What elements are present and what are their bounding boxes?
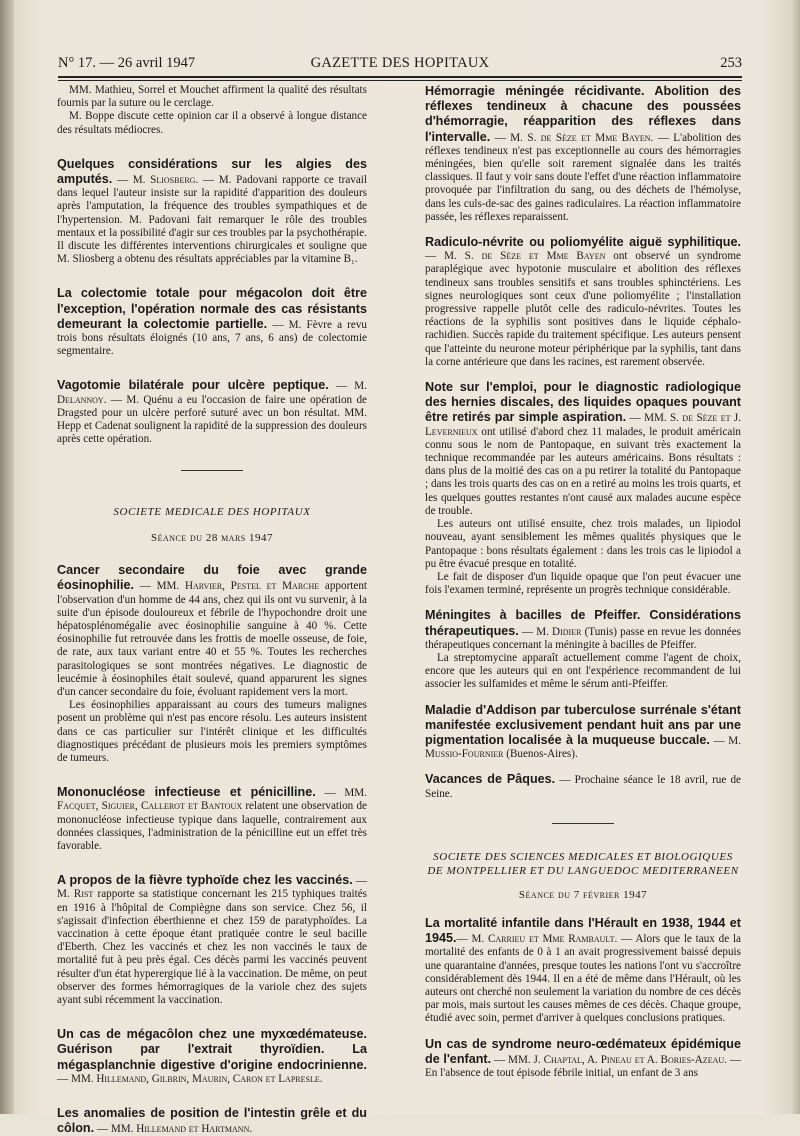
section-divider <box>181 470 243 471</box>
dash: — <box>490 131 511 144</box>
right-column <box>425 84 741 1080</box>
article-author: M. Didier <box>536 625 582 638</box>
society-name: SOCIETE MEDICALE DES HOPITAUX <box>113 506 311 519</box>
article <box>57 873 367 1007</box>
article-title: Quelques considérations sur les algies des amputés. <box>57 156 367 187</box>
article-title: La colectomie totale pour mégacolon doit être l'exception, l'opération normale des cas résistants demeurant la colectomie partielle. <box>57 286 367 331</box>
article-title: Note sur l'emploi, pour le diagnostic radiologique des hernies discales, des liquides opaques pouvant être retirés par simple aspiration. <box>425 380 741 425</box>
article-text: — Alors que le taux de la mortalité des enfants de 0 à 1 an avait progressivement baissé depuis une quarantaine d'années, presque toutes les nations l'ont vu s'accroître considérablement dès 1944. Il en a été de même dans l'Hérault, où les auteurs ont cherché non seulement la variation du nombre de ces décès par mois, mais surtout les causes mêmes de ces décès. Chaque groupe, étudié avec soin, permet d'arriver à quelques conclusions pratiques. <box>425 933 741 1025</box>
section-divider <box>552 823 614 824</box>
page-edge <box>792 0 800 1114</box>
dash: — <box>133 580 157 593</box>
dash: — <box>491 1053 509 1066</box>
article-author: MM. Hillemand et Hartmann. <box>110 1123 253 1136</box>
issue-date: N° 17. — 26 avril 1947 <box>58 55 196 71</box>
article-text: — M. Quénu a eu l'occasion de faire une opération de Dragsted pour un ulcère perforé suturé avec un bon résultat. MM. Hepp et Cadenat soulignent la rapidité de la suppression des douleurs après cette opération. <box>57 393 367 446</box>
article-text: (Tunis) passe en revue les données thérapeutiques concernant la méningite à bacilles de Pfeiffer. <box>425 625 741 651</box>
article-title: Radiculo-névrite ou poliomyélite aiguë syphilitique. <box>425 235 741 250</box>
article-title: A propos de la fièvre typhoïde chez les vaccinés. <box>57 873 353 888</box>
dash: — <box>352 875 367 888</box>
header-rule <box>58 76 742 81</box>
binding-shadow <box>0 0 14 1114</box>
article <box>57 785 367 853</box>
article-text: relatent une observation de mononucléose infectieuse typique dans laquelle, contrairement aux données classiques, l'administration de la pénicilline eut un effet très favorable. <box>57 800 367 853</box>
article <box>425 772 741 800</box>
dash: — <box>456 933 472 946</box>
article-text: — M. Padovani rapporte ce travail dans lequel l'auteur insiste sur la rapidité d'apparition des douleurs après l'amputation, la fréquence des troubles sympathiques et de l'hypertension. M. Padovani fait remarquer le rôle des troubles mentaux et la possibilité d'agir sur ces troubles par la psychothérapie. Il discute les différentes interventions chirurgicales et souligne que M. Sliosberg a obtenu des résultats appréciables par la vitamine B₁. <box>57 174 367 266</box>
dash: — <box>425 250 445 263</box>
article-title: La mortalité infantile dans l'Hérault en 1938, 1944 et 1945. <box>425 915 741 946</box>
article-author: MM. Facquet, Siguier, Callerot et Bantoux <box>57 787 367 813</box>
article <box>57 1106 367 1136</box>
article-title: Mononucléose infectieuse et pénicilline. <box>57 785 316 800</box>
article-title: Les anomalies de position de l'intestin grêle et du côlon. <box>57 1106 367 1136</box>
session-date: Séance du 28 mars 1947 <box>150 531 273 544</box>
dash: — <box>57 1072 71 1085</box>
article <box>425 84 741 224</box>
running-header <box>58 55 742 75</box>
article-title: Méningites à bacilles de Pfeiffer. Considérations thérapeutiques. <box>425 608 741 638</box>
page-number: 253 <box>720 55 742 71</box>
article-author: M. Delannoy. <box>57 380 367 406</box>
article-text: ont utilisé d'abord chez 11 malades, le produit américain connu sous le nom de Pantopaque, en suivant très exactement la technique recommandée par les auteurs américains. Bons résultats : dans plus de la moitié des cas on a pu retirer la totalité du Pantopaque ; dans les trois quarts des cas on en a retiré au moins les trois quarts, et les quelques gouttes restantes n'ont causé aux malades aucune espèce de trouble. <box>425 425 741 517</box>
article-author: M. S. de Sèze et Mme Bayen <box>444 250 606 263</box>
dash: — <box>94 1123 111 1136</box>
dash: — <box>112 174 133 187</box>
article-author: MM. Hillemand, Gilbrin, Maurin, Caron et Lapresle. <box>70 1072 323 1085</box>
article-title: Vacances de Pâques. <box>425 772 556 787</box>
dash: — <box>315 787 345 800</box>
article-author: M. S. de Sèze et Mme Bayen. <box>510 131 654 144</box>
article-text: — Prochaine séance le 18 avril, rue de Seine. <box>425 774 741 800</box>
article-text: — M. Fèvre a revu trois bons résultats éloignés (10 ans, 7 ans, 6 ans) de colectomie segmentaire. <box>57 318 367 358</box>
article-author: M. Mussio-Fournier <box>425 734 741 761</box>
paragraph: M. Boppe discute cette opinion car il a observé à longue distance des résultats médiocres. <box>57 110 367 136</box>
article-author: MM. Harvier, Pestel et Marche <box>156 580 320 593</box>
paragraph: MM. Mathieu, Sorrel et Mouchet affirment la qualité des résultats fournis par la suture ou le cerclage. <box>57 84 367 110</box>
section-divider-wrap <box>425 823 741 824</box>
article <box>57 157 367 267</box>
article-text: (Buenos-Aires). <box>503 748 578 761</box>
paragraph: Le fait de disposer d'un liquide opaque que l'on peut évacuer une fois l'examen terminé, représente un progrès technique considérable. <box>425 570 741 597</box>
dash: — <box>709 734 729 747</box>
article-author: MM. J. Chaptal, A. Pineau et A. Bories-Azeau. <box>508 1053 727 1066</box>
left-column <box>57 84 367 1136</box>
article-author: M. Carrieu et Mme Rambault. <box>471 933 618 946</box>
paragraph: La streptomycine apparaît actuellement comme l'agent de choix, encore que les auteurs qui en ont l'expérience recommandent de lui associer les sulfamides et même le sérum anti-Pfeiffer. <box>425 651 741 691</box>
article-text: rapporte sa statistique concernant les 215 typhiques traités en 1916 à l'hôpital de Compiègne dans son service. Chez 56, il s'agissait d'infection éberthienne et chez 159 de paratyphoïdes. La vaccination à cette époque étant pratiquée contre le seul bacille d'Eberth. Chez les vaccinés et chez les non vaccinés le taux de mortalité fut à peu près égal. Ces décès parmi les vaccinés peuvent résulter d'un état hyperergique lié à la vaccination. De même, on peut observer des formes hémorragiques de la variole chez des sujets ayant subi récemment la vaccination. <box>57 888 367 1007</box>
article-title: Vagotomie bilatérale pour ulcère peptique. <box>57 378 329 393</box>
section-divider-wrap <box>57 470 367 471</box>
dash: — <box>328 380 355 393</box>
article <box>57 563 367 765</box>
article <box>57 378 367 446</box>
article <box>425 916 741 1026</box>
paragraph: Les auteurs ont utilisé ensuite, chez trois malades, un lipiodol nouveau, ayant sensiblement les mêmes qualités physiques que le Pantopaque : bons résultats également : dans les trois cas le lipiodol a pu être évacué presque en totalité. <box>425 518 741 570</box>
article <box>425 608 741 691</box>
journal-title: GAZETTE DES HOPITAUX <box>310 55 490 71</box>
session-date: Séance du 7 février 1947 <box>518 888 648 901</box>
article-title: Un cas de syndrome neuro-œdémateux épidémique de l'enfant. <box>425 1036 741 1066</box>
article-title: Un cas de mégacôlon chez une myxœdémateuse. Guérison par l'extrait thyroïdien. La mégasplanchnie digestive d'origine endocrinienne. <box>57 1027 367 1072</box>
article <box>425 380 741 597</box>
article <box>57 1027 367 1086</box>
article-text: — L'abolition des réflexes tendineux n'est pas exceptionnelle au cours des hémorragies méningées, bien qu'elle soit rarement signalée dans les traités classiques. Il faut y voir sans doute l'effet d'une réaction inflammatoire provoquée par l'infiltration du sang, ou des déchets de l'hémolyse, dans les culs-de-sac des gaines radiculaires. La réaction inflammatoire passée, les réflexes reparaissent. <box>425 131 741 223</box>
society-name-line1: SOCIETE DES SCIENCES MEDICALES ET BIOLOGIQUES <box>433 850 733 863</box>
article-text: ont observé un syndrome paraplégique avec hypotonie musculaire et abolition des réflexes tendineux sans troubles sensitifs et sans troubles sphinctériens. Les signes neurologiques sont ceux d'une poliomyélite ; l'installation progressive rappelle plutôt celle des radiculo-névrites. Toutes les réactions de la syphilis sont positives dans le liquide céphalo-rachidien. Succès rapide du traitement spécifique. Les auteurs pensent que l'atteinte du neurone moteur périphérique par la syphilis, tant dans la corne antérieure que dans les racines, est rarement observée. <box>425 250 741 368</box>
article-title: Hémorragie méningée récidivante. Abolition des réflexes tendineux à chacune des poussées d'hémorragie, réapparition des réflexes dans l'intervalle. <box>425 84 741 144</box>
article-author: M. Rist <box>57 888 94 901</box>
article <box>425 1037 741 1081</box>
article-title: Maladie d'Addison par tuberculose surrénale s'étant manifestée exclusivement pendant huit ans par une pigmentation localisée à la muqueuse buccale. <box>425 702 741 747</box>
article-text: — En l'absence de tout épisode fébrile initial, un enfant de 3 ans <box>425 1053 741 1079</box>
paragraph: Les éosinophilies apparaissant au cours des tumeurs malignes posent un problème qui n'est pas encore résolu. Les auteurs insistent dans ce cas particulier sur l'intérêt clinique et les difficultés diagnostiques précédant de plusieurs mois les premiers symptômes de tumeurs. <box>57 699 367 765</box>
article <box>57 286 367 358</box>
article <box>425 235 741 369</box>
society-name-line2: DE MONTPELLIER ET DU LANGUEDOC MEDITERRANEEN <box>427 865 739 878</box>
article-author: M. Sliosberg. <box>132 174 199 187</box>
dash: — <box>518 625 537 638</box>
article-title: Cancer secondaire du foie avec grande éosinophilie. <box>57 563 367 593</box>
article-text: apportent l'observation d'un homme de 44 ans, chez qui ils ont vu survenir, à la suite d'un épisode douloureux et fébrile de l'hypochondre droit une hépatosplénomégalie avec éosinophilie sanguine à 40 %. Cette éosinophilie fut retrouvée dans les frottis de moelle osseuse, de foie, de rate, aux taux variant entre 40 et 55 %. Toutes les recherches parasitologiques se sont montrées négatives. Le diagnostic de leucémie à éosinophiles était soulevé, quand apparurent les signes d'un cancer secondaire du foie, évoluant rapidement vers la mort. <box>57 580 367 698</box>
dash: — <box>626 412 645 425</box>
article-author: MM. S. de Sèze et J. Levernieux <box>425 412 741 438</box>
article <box>425 703 741 762</box>
